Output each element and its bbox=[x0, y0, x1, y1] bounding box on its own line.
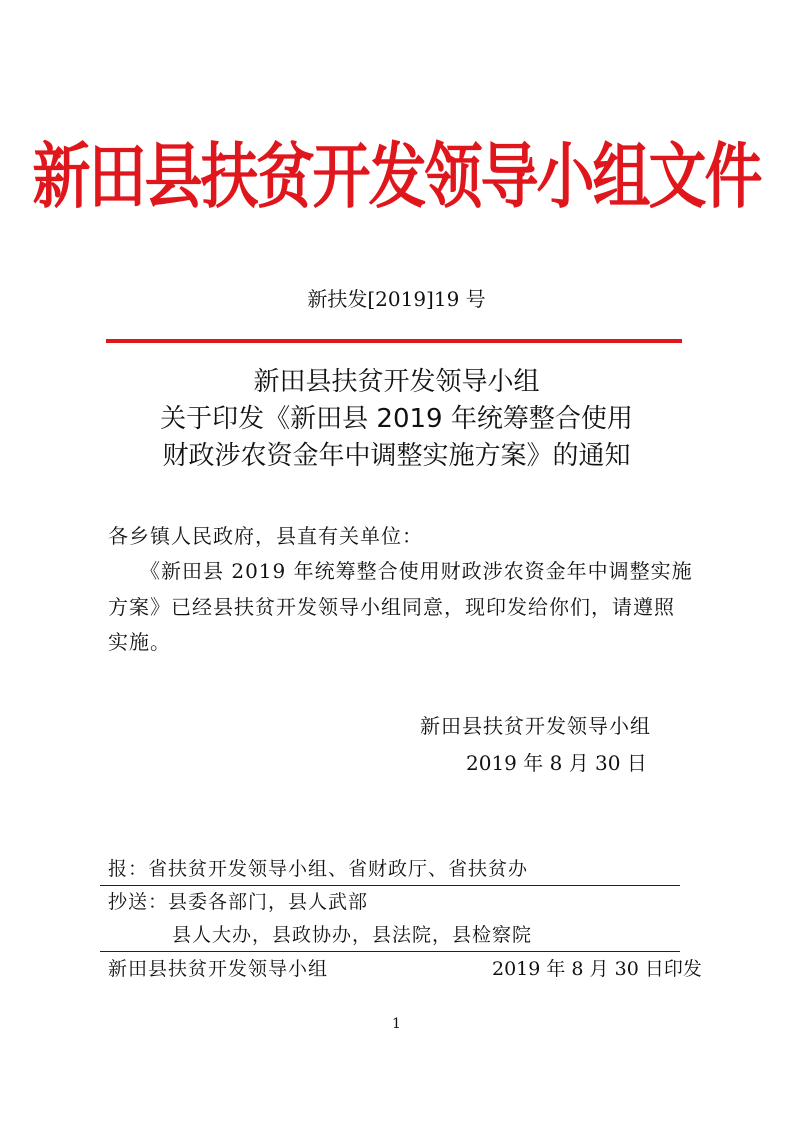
body-paragraph-line-2: 方案》已经县扶贫开发领导小组同意，现印发给你们，请遵照 bbox=[108, 595, 675, 619]
body-paragraph-line-1: 《新田县 2019 年统筹整合使用财政涉农资金年中调整实施 bbox=[108, 559, 693, 583]
red-separator-line bbox=[106, 339, 682, 343]
footer-divider-1 bbox=[100, 885, 680, 886]
notice-title-line-3: 财政涉农资金年中调整实施方案》的通知 bbox=[162, 441, 631, 471]
notice-title-line-1: 新田县扶贫开发领导小组 bbox=[253, 367, 540, 397]
signature-organization: 新田县扶贫开发领导小组 bbox=[420, 714, 651, 738]
notice-title-line-2: 关于印发《新田县 2019 年统筹整合使用 bbox=[160, 404, 633, 434]
issuer: 新田县扶贫开发领导小组 bbox=[108, 958, 329, 980]
cc-line-2: 县人大办，县政协办，县法院，县检察院 bbox=[172, 924, 533, 946]
report-to-line: 报：省扶贫开发领导小组、省财政厅、省扶贫办 bbox=[108, 858, 529, 880]
signature-date: 2019 年 8 月 30 日 bbox=[466, 751, 647, 775]
page-number: 1 bbox=[392, 1016, 401, 1032]
salutation: 各乡镇人民政府，县直有关单位： bbox=[108, 524, 423, 548]
cc-line-1: 抄送：县委各部门，县人武部 bbox=[108, 891, 369, 913]
body-paragraph-line-3: 实施。 bbox=[108, 630, 171, 654]
document-header-title: 新田县扶贫开发领导小组文件 bbox=[32, 135, 761, 219]
notice-title bbox=[0, 364, 793, 475]
document-number: 新扶发[2019]19 号 bbox=[307, 287, 486, 311]
footer-divider-2 bbox=[100, 951, 680, 952]
issue-date: 2019 年 8 月 30 日印发 bbox=[492, 958, 702, 980]
